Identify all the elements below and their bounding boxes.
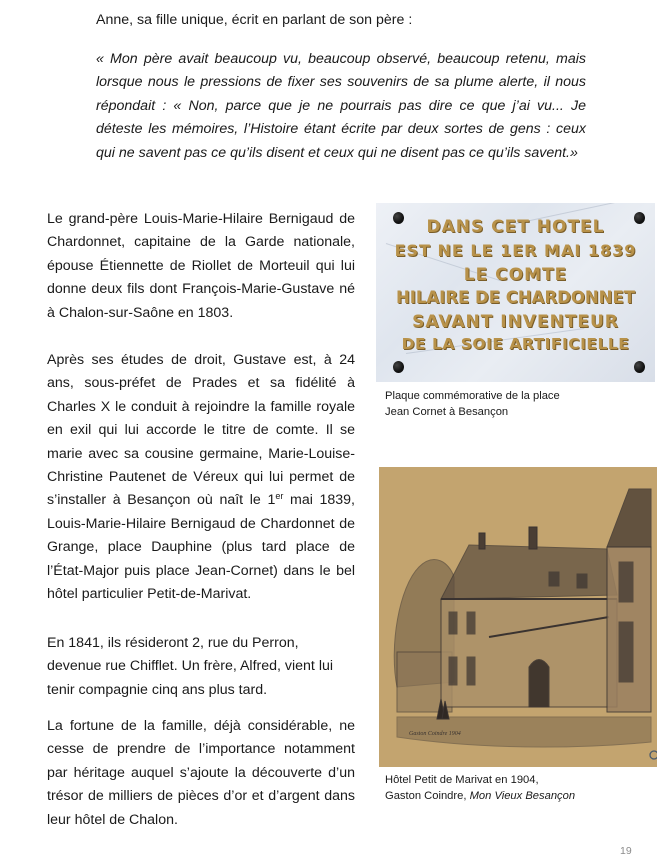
plaque-line: SAVANT INVENTEUR [412,312,619,332]
drawing-caption-line2 [385,788,575,804]
main-roof [441,545,617,599]
hotel-drawing [379,467,657,767]
plaque-line: DANS CET HOTEL [426,217,605,237]
paragraph-gustave [47,349,355,606]
plaque-caption-line2: Jean Cornet à Besançon [385,406,509,418]
plaque-caption [385,388,560,420]
drawing-caption [385,772,575,804]
bolt-icon [393,361,404,373]
right-roof [607,489,651,547]
plaque-caption-line1: Plaque commémorative de la place [385,390,560,402]
stamp-mark [650,751,657,759]
plaque-photo [376,203,655,382]
door [529,660,549,708]
paragraph-fortune: La fortune de la famille, déjà considérable, ne cesse de prendre de l’importance notamment par héritage auquel s’ajoute la découverte d’un trésor de milliers de pièces d’or et d’argent dans leur hôtel de Chalon. [47,718,355,828]
quote-block: « Mon père avait beaucoup vu, beaucoup observé, beaucoup retenu, mais lorsque nous le pressions de fixer ses souvenirs de sa plume alerte, il nous répondait : « Non, parce que je ne pourrais pas dire ce que j’ai vu... Je déteste les mémoires, l’Histoire étant écrite par deux sortes de gens : ceux qui ne savent pas ce qu’ils disent et ceux qui ne disent pas ce qu’ils savent.» [96,51,586,161]
hotel-drawing-svg [379,467,657,767]
plaque-line: DE LA SOIE ARTIFICIELLE [401,335,630,353]
plaque-line: EST NE LE 1ER MAI 1839 [394,241,637,260]
paragraph-grandfather: Le grand-père Louis-Marie-Hilaire Bernigaud de Chardonnet, capitaine de la Garde nationale, épouse Étiennette de Riollet de Morteuil qui lui donne deux fils dont François-Marie-Gustave né à Chalon-sur-Saône en 1803. [47,211,355,321]
paragraph-gustave-part2: mai 1839, Louis-Marie-Hilaire Bernigaud de Chardonnet de Grange, place Dauphine (plus tard place de l’État-Major puis place Jean-Cornet) dans le bel hôtel particulier Petit-de-Marivat. [47,492,356,603]
chimney [479,533,485,549]
paragraph-gustave-part1: Après ses études de droit, Gustave est, à 24 ans, sous-préfet de Prades et sa fidélité à Charles X le conduit à rejoindre la famille royale en exil qui lui accorde le titre de comte. Il se marie avec sa cousine germaine, Marie-Louise-Christine Pautenet de Véreux qui lui permet de s’installer à Besançon où naît le 1 [47,352,355,509]
intro-text: Anne, sa fille unique, écrit en parlant de son père : [96,12,413,28]
bolt-icon [634,361,645,373]
drawing-caption-author: Gaston Coindre, [385,790,470,802]
page-number: 19 [620,845,632,857]
plaque-line: HILAIRE DE CHARDONNET [395,288,636,307]
drawing-caption-book-title: Mon Vieux Besançon [469,790,576,802]
plaque-line: LE COMTE [463,265,568,285]
artist-signature: Gaston Coindre 1904 [409,731,461,737]
paragraph-1841: En 1841, ils résideront 2, rue du Perron, devenue rue Chifflet. Un frère, Alfred, vient lui tenir compagnie cinq ans plus tard. [47,635,334,698]
drawing-caption-line1: Hôtel Petit de Marivat en 1904, [385,774,539,786]
chimney [529,527,537,549]
superscript-er: er [275,491,284,502]
